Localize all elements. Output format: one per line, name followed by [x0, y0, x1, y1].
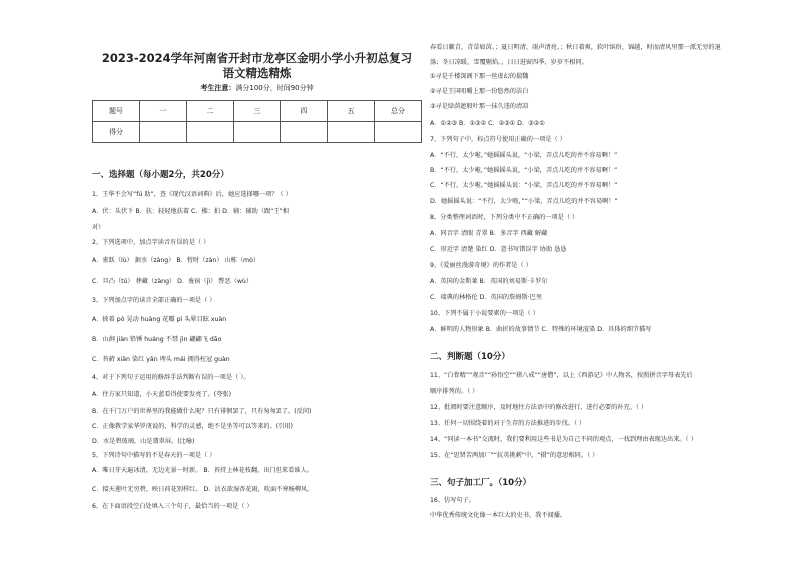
question-line: 15、在“思贤苦两加厂”“抗英挑刺”中，“摄”的意思相同。（ ）	[430, 452, 599, 459]
question-line: 5、下列诗句中描写的不是春天的一项是（ ）	[92, 452, 216, 459]
score-cell[interactable]	[375, 122, 422, 143]
question-line: B．山涧 jiàn 铅锤 huáng 不禁 jìn 翩翩飞 dāo	[92, 336, 222, 343]
question-line: A．唯日芽天遍冰清，无边光景一时新。 B．苔持上林花枝翻，出门但来看谁人。	[92, 467, 313, 474]
section-title-sentence: 三、句子加工厂。（10分）	[430, 478, 532, 488]
question-line: 2、下列选项中，加点字读音有误的是（ ）	[92, 239, 210, 246]
question-line: A．伏：头伏下 B．扶：轻轻地扶着 C．拂：拍 D．辅：辅助（跟“王”相	[92, 208, 289, 215]
question-line: 顺序排列的。（ ）	[430, 388, 479, 395]
score-table	[92, 100, 422, 143]
question-line: A．雀跃（lù） 据水（zàng） B．暂时（zàn） 山栋（mò）	[92, 257, 260, 264]
question-line: D．她摇摇头说：“不行，太少啦，”“小梁，弄点儿吃的并不容易啊！”	[430, 198, 618, 205]
question-line: 16、仿写句子。	[430, 497, 475, 504]
score-header-cell: 题号	[93, 101, 140, 122]
question-line: C．形近字 清楚 染红 D．意书写错误字 协助 恳恳	[430, 246, 567, 253]
question-line: 4、对于下列句子运用的修辞手法判断有误的一项是（ ）。	[92, 374, 250, 381]
question-line: A．住方家只知道，小天蓝看得使要发亮了。(夸张)	[92, 391, 231, 398]
exam-title-line1: 2023-2024学年河南省开封市龙亭区金明小学小升初总复习	[101, 51, 413, 65]
question-line: 7、下列句子中，标点符号使用正确的一项是（ ）	[430, 136, 566, 143]
question-line: 3、下列加点字的读音全部正确的一项是（ ）	[92, 297, 216, 304]
score-cell[interactable]	[234, 122, 281, 143]
question-line: 12、批阅时要注意顺序，及时地往方法语中的修改进行，进行必要的补充。（ ）	[430, 404, 648, 411]
question-line: 中华优秀传统文化像一本巨大的史书，我不闻播。	[430, 512, 567, 519]
question-line: C．苔藓 xiǎn 染红 yǎn 埋头 mái 拥得枉冠 guàn	[92, 356, 230, 363]
question-line: ②寻是王国咀嚼上那一份悠然的洁白	[430, 88, 529, 95]
question-line: 10、下列不属于小说要素的一项是（ ）	[430, 310, 539, 317]
score-table-header	[93, 101, 422, 122]
question-line: 9、《爱丽丝漫游奇境》的作者是（ ）	[430, 262, 532, 269]
question-line: A．“不行，太少啦。”她摇摇头说，“小梁，弄点儿吃的并不容易啊！”	[430, 152, 618, 159]
score-header-cell: 四	[281, 101, 328, 122]
score-cell[interactable]	[140, 122, 187, 143]
question-line: B．在千门万户的世界里的我能做什么呢？只有徘徊罢了，只有匆匆罢了。(反问)	[92, 408, 312, 415]
score-header-cell: 一	[140, 101, 187, 122]
score-row-label: 得分	[93, 122, 140, 143]
question-line: 对）	[92, 224, 105, 231]
question-line: ①寻是千楼深阁下那一丝虚幻的揣魏	[430, 73, 529, 80]
score-cell[interactable]	[187, 122, 234, 143]
question-line: 春看日籁青，青草如茵。；夏日明清，雨声清亮。；秋日着爽，软叶缤纷，锦越，时而清风里那一派无穷的退	[430, 44, 721, 51]
question-line: 8、分类整理词语时，下列分类中不正确的一项是（ ）	[430, 214, 579, 221]
question-line: 13、任何一切围绕着的对于生存的方法推进的步伐。（ ）	[430, 420, 586, 427]
question-line: D．水是碧玻璃，山是翡翠屏。(比喻)	[92, 438, 195, 445]
score-header-cell: 三	[234, 101, 281, 122]
exam-notice	[92, 83, 422, 93]
question-line: C．“不行，太少啦。”她摇摇头说：“小梁，弄点儿吃的并不容易啊！”	[430, 182, 618, 189]
question-line: ③寻是绿荫遮般叶那一抹久违的清凉	[430, 103, 529, 110]
question-line: C．接天莲叶无穷碧，映日荷花别样红。 D．沾衣欲湿杏花雨，吹面不寒杨柳风。	[92, 486, 314, 493]
question-line: 涤；冬日凉暖，雪覆剔焰。，日日进窗四季，岁岁不相同。	[430, 59, 588, 66]
question-line: A．①②③ B．①③② C．②③① D．③②①	[430, 120, 545, 127]
question-line: 6、在下面语段空白处填入三个句子，最恰当的一项是（ ）	[92, 503, 253, 510]
question-line: C．瑞典的林格伦 D．英国的詹姆斯·巴里	[430, 294, 543, 301]
question-line: 11、“白骨精”“观音”“孙悟空”“猪八戒”“唐僧”，以上《西游记》中人物名，按照拼音字母表先后	[430, 372, 693, 379]
score-cell[interactable]	[281, 122, 328, 143]
notice-label: 考生注意：	[200, 84, 236, 92]
question-line: A．鲜明的人物形象 B．曲折的故事情节 C．特殊的环境渲染 D．具体的细节描写	[430, 326, 652, 333]
exam-title-line2: 语文精选精炼	[222, 66, 292, 80]
question-line: C．正像教学家华罗庚说的，科学的灵感，绝不是坐等可以等来的。(引用)	[92, 423, 293, 430]
question-line: A．披着 pò 晃动 huàng 花瓣 pì 头晕目眩 xuàn	[92, 316, 227, 323]
score-cell[interactable]	[328, 122, 375, 143]
score-header-cell: 总分	[375, 101, 422, 122]
question-line: A．同音字 清眼 青翠 B．多音字 西藏 解藏	[430, 230, 548, 237]
question-line: 1、王华不会写“fú 助”，查《现代汉语词典》后，她应选择哪一项？（ ）	[92, 191, 292, 198]
section-title-judge: 二、判断题（10分）	[430, 352, 510, 362]
notice-text: 满分100分，时间90分钟	[235, 84, 314, 92]
score-header-cell: 二	[187, 101, 234, 122]
question-line: 14、“同读一本书”交流时，我们要利用这些书是为自己不同的观点，一找到理由表现达出来。（ ）	[430, 436, 697, 443]
section-title-choice: 一、选择题（每小题2分，共20分）	[92, 170, 229, 180]
question-line: C．旦凸（tú） 葬藏（zàng） D．废宿（jì） 瞥恶（wù）	[92, 278, 253, 285]
score-table-row	[93, 122, 422, 143]
question-line: A．英国的金斯莱 B．英国的刘易斯·卡罗尔	[430, 278, 548, 285]
question-line: B．“不行，太少啦，”她摇摇头说，“小梁，弄点儿吃的并不容易啊！”	[430, 167, 618, 174]
score-header-cell: 五	[328, 101, 375, 122]
